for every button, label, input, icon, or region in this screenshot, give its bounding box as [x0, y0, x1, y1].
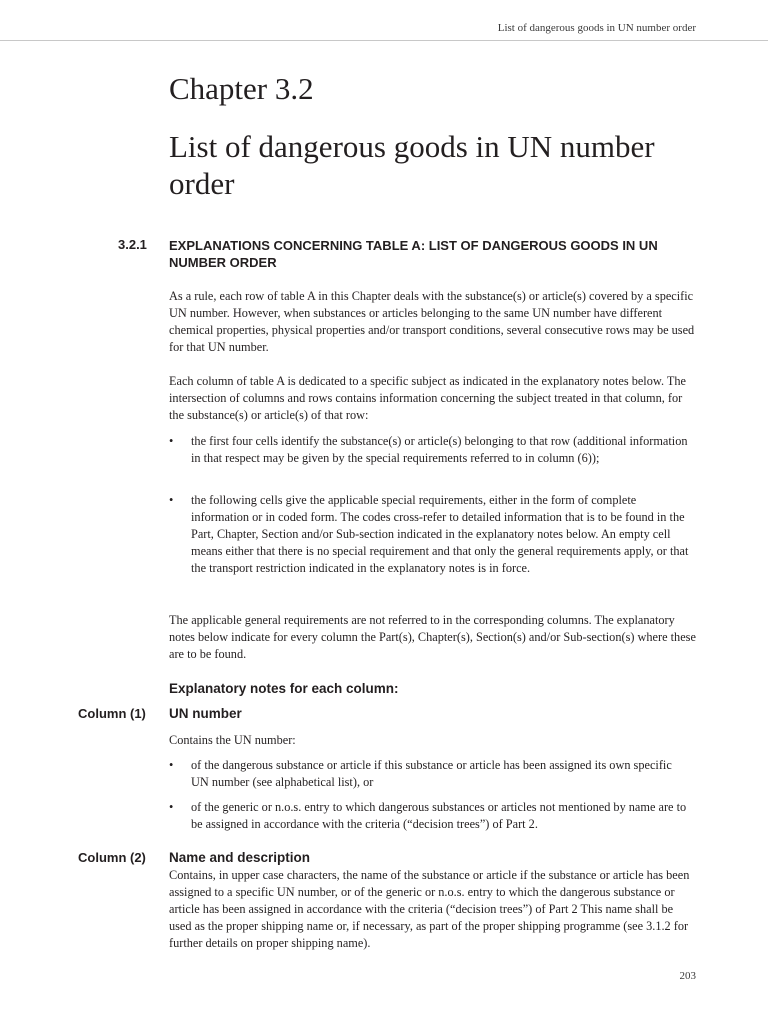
column-2-description: Contains, in upper case characters, the name of the substance or article if the substance or article has been assigned to a specific UN number, or of the generic or n.o.s. entry to which the dangerous substance or article has been assigned in accordance with the criteria (“decision trees”) of Part 2 This name shall be used as the proper shipping name or, if necessary, as part of the proper shipping programme (see 3.1.2 for further details on proper shipping name). — [169, 868, 690, 950]
column-2-label: Column (2) — [78, 850, 146, 865]
column-1-heading: UN number — [169, 706, 242, 721]
section-number: 3.2.1 — [118, 237, 147, 252]
running-header: List of dangerous goods in UN number order — [497, 22, 696, 34]
chapter-number: Chapter 3.2 — [169, 71, 314, 106]
list-item — [169, 757, 697, 791]
list-item-text: the first four cells identify the substance(s) or article(s) belonging to that row (additional information in that respect may be given by the special requirements referred to in column (6)); — [191, 434, 688, 465]
bullet-marker: • — [169, 758, 174, 772]
header-divider — [0, 40, 768, 41]
list-item-text: of the generic or n.o.s. entry to which dangerous substances or articles not mentioned by name are to be assigned in accordance with the criteria (“decision trees”) of Part 2. — [191, 800, 687, 831]
paragraph-rows-explanation: As a rule, each row of table A in this Chapter deals with the substance(s) or article(s) covered by a specific UN number. However, when substances or articles belonging to the same UN number have different chemical properties, physical properties and/or transport conditions, several consecutive rows may be used for that UN number. — [169, 289, 695, 354]
chapter-title: List of dangerous goods in UN number order — [169, 129, 655, 201]
paragraph-columns-explanation: Each column of table A is dedicated to a specific subject as indicated in the explanatory notes below. The intersection of columns and rows contains information concerning the subject treated in that column, for the substance(s) or article(s) of that row: — [169, 374, 686, 422]
paragraph-general-requirements: The applicable general requirements are not referred to in the corresponding columns. The explanatory notes below indicate for every column the Part(s), Chapter(s), Section(s) and/or Sub-section(s) where these are to be found. — [169, 613, 696, 661]
list-item-text: the following cells give the applicable special requirements, either in the form of complete information or in coded form. The codes cross-refer to detailed information that is to be found in the Part, Chapter, Section and/or Sub-section indicated in the explanatory notes below. An empty cell means either that there is no special requirement and that only the general requirements apply, or that the transport restriction indicated in the explanatory notes is in force. — [191, 493, 689, 575]
bullet-marker: • — [169, 493, 174, 507]
bullet-marker: • — [169, 800, 174, 814]
column-1-label: Column (1) — [78, 706, 146, 721]
bullet-marker: • — [169, 434, 174, 448]
list-item — [169, 799, 697, 833]
list-item — [169, 433, 697, 467]
list-item — [169, 492, 697, 577]
list-item-text: of the dangerous substance or article if this substance or article has been assigned its own specific UN number (see alphabetical list), or — [191, 758, 672, 789]
column-1-intro: Contains the UN number: — [169, 733, 296, 747]
explanatory-notes-heading: Explanatory notes for each column: — [169, 681, 399, 696]
page-number: 203 — [679, 970, 696, 982]
column-2-heading: Name and description — [169, 850, 311, 865]
section-title: EXPLANATIONS CONCERNING TABLE A: LIST OF DANGEROUS GOODS IN UN NUMBER ORDER — [169, 238, 658, 270]
